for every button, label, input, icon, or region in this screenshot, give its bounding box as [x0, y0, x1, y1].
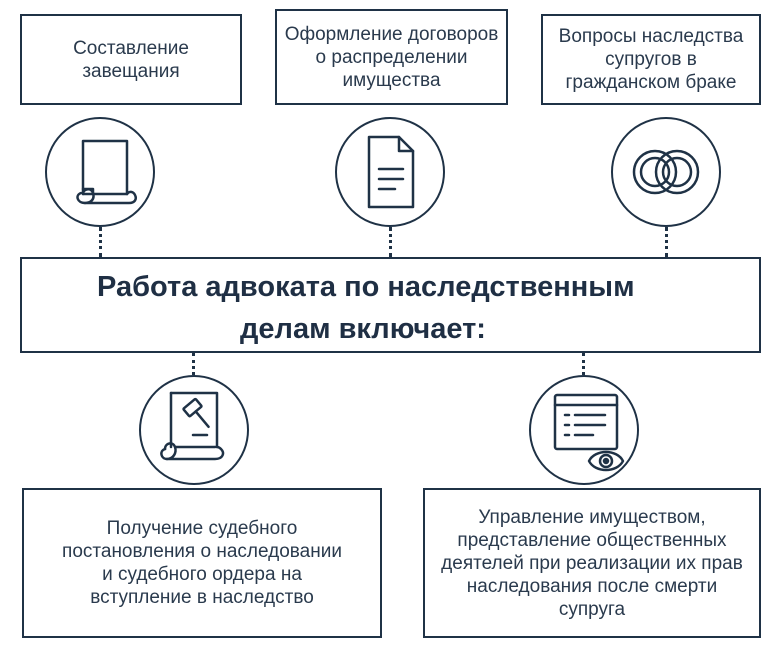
bottom-box-court-order [22, 488, 382, 638]
connector-top-right [665, 227, 668, 257]
bottom-box-property-management [423, 488, 761, 638]
top-box-civil-marriage-label: Вопросы наследства супругов в гражданском браке [558, 26, 744, 93]
top-box-will-label: Составление завещания [73, 37, 189, 82]
top-box-civil-marriage [541, 14, 761, 105]
scroll-icon [47, 119, 153, 225]
central-title-line1: Работа адвоката по наследственным [97, 271, 635, 303]
top-box-will [20, 14, 242, 105]
top-box-contracts [275, 9, 508, 105]
top-circle-rings [611, 117, 721, 227]
document-icon [337, 119, 443, 225]
bottom-circle-eye-doc [529, 375, 639, 485]
top-circle-document [335, 117, 445, 227]
connector-top-left [99, 227, 102, 257]
rings-icon [613, 119, 719, 225]
gavel-document-icon [141, 377, 247, 483]
bottom-circle-gavel [139, 375, 249, 485]
connector-top-center [389, 227, 392, 257]
bottom-box-property-management-label: Управление имуществом, представление общественных деятелей при реализации их прав наследования после смерти супруга [441, 506, 743, 620]
central-title-line2: делам включает: [240, 313, 486, 345]
eye-document-icon [531, 377, 637, 483]
top-circle-scroll [45, 117, 155, 227]
connector-bottom-right [582, 353, 585, 375]
top-box-contracts-label: Оформление договоров о распределении имущества [284, 23, 499, 91]
connector-bottom-left [192, 353, 195, 375]
bottom-box-court-order-label: Получение судебного постановления о наследовании и судебного ордера на вступление в наследство [62, 518, 342, 608]
central-title-box [20, 257, 761, 353]
